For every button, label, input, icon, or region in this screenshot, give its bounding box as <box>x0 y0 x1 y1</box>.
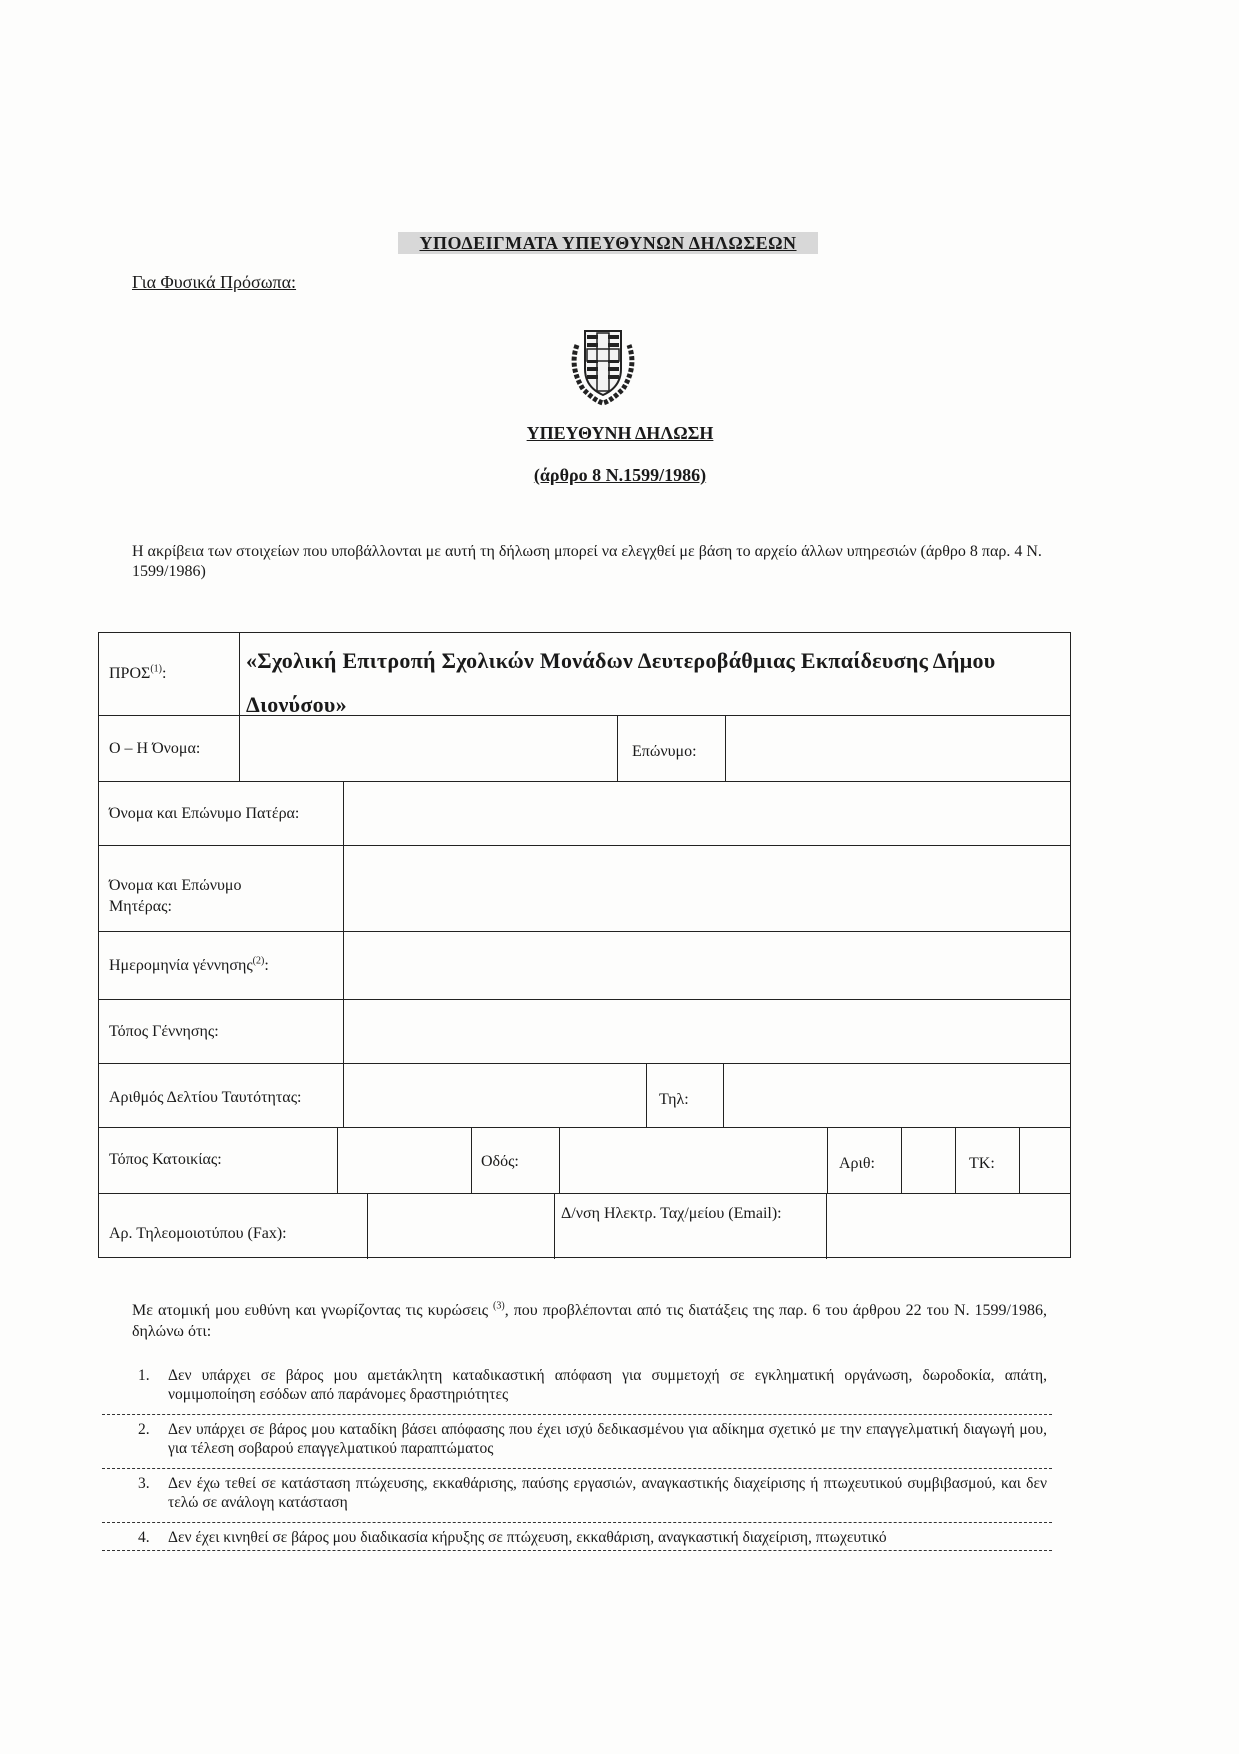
number-field[interactable] <box>905 1131 951 1189</box>
fax-field[interactable] <box>371 1197 550 1255</box>
page-heading: ΥΠΟΔΕΙΓΜΑΤΑ ΥΠΕΥΘΥΝΩΝ ΔΗΛΩΣΕΩΝ <box>398 232 818 254</box>
mother-name-field[interactable] <box>347 849 1067 927</box>
birthdate-field[interactable] <box>347 935 1067 995</box>
item-number: 4. <box>138 1529 150 1546</box>
to-label: ΠΡΟΣ$^{(1)}$: <box>109 663 167 682</box>
item-text: Δεν υπάρχει σε βάρος μου αμετάκλητη καταδικαστική απόφαση για συμμετοχή σε εγκληματική οργάνωση, δωροδοκία, απάτη, νομιμοποίηση εσόδων από παράνομες δραστηριότητες <box>168 1367 1047 1403</box>
row-divider <box>99 1127 1070 1128</box>
declaration-item <box>132 1474 1047 1512</box>
number-label: Αριθ: <box>839 1155 875 1172</box>
mother-name-label: Όνομα και Επώνυμο Μητέρας: <box>109 877 242 915</box>
accuracy-note: Η ακρίβεια των στοιχείων που υποβάλλονται με αυτή τη δήλωση μπορεί να ελεγχθεί με βάση το αρχείο άλλων υπηρεσιών (άρθρο 8 παρ. 4 Ν. 1599/1986) <box>132 543 1042 580</box>
birthdate-label: Ημερομηνία γέννησης$^{(2)}$: <box>109 955 269 974</box>
row-divider <box>99 999 1070 1000</box>
col-divider <box>646 1063 647 1127</box>
residence-label: Τόπος Κατοικίας: <box>109 1151 222 1168</box>
email-label: Δ/νση Ηλεκτρ. Ταχ/μείου (Email): <box>561 1205 782 1222</box>
recipient-name: «Σχολική Επιτροπή Σχολικών Μονάδων Δευτεροβάθμιας Εκπαίδευσης Δήμου Διονύσου» <box>246 648 996 717</box>
coat-of-arms-emblem <box>563 317 643 407</box>
dashed-separator <box>102 1468 1052 1469</box>
col-divider <box>1019 1127 1020 1193</box>
first-name-label: Ο – Η Όνομα: <box>109 740 201 757</box>
col-divider <box>239 715 240 781</box>
col-divider <box>827 1127 828 1193</box>
item-number: 2. <box>138 1421 150 1438</box>
id-number-label: Αριθμός Δελτίου Ταυτότητας: <box>109 1089 302 1106</box>
email-field[interactable] <box>830 1197 1068 1255</box>
item-text: Δεν έχει κινηθεί σε βάρος μου διαδικασία κήρυξης σε πτώχευση, εκκαθάριση, αναγκαστική διαχείριση, πτωχευτικό <box>168 1529 887 1546</box>
street-label: Οδός: <box>481 1153 519 1170</box>
fax-label: Αρ. Τηλεομοιοτύπου (Fax): <box>109 1225 287 1242</box>
declaration-subtitle: (άρθρο 8 Ν.1599/1986) <box>533 465 707 485</box>
section-label: Για Φυσικά Πρόσωπα: <box>132 272 297 292</box>
col-divider <box>471 1127 472 1193</box>
col-divider <box>901 1127 902 1193</box>
father-name-field[interactable] <box>347 785 1067 841</box>
surname-label: Επώνυμο: <box>632 743 697 760</box>
phone-field[interactable] <box>727 1067 1067 1123</box>
col-divider <box>723 1063 724 1127</box>
col-divider <box>337 1127 338 1193</box>
row-divider <box>99 931 1070 932</box>
surname-field[interactable] <box>729 719 1067 777</box>
col-divider <box>554 1193 555 1259</box>
row-divider <box>99 845 1070 846</box>
id-number-field[interactable] <box>347 1067 642 1123</box>
declaration-item <box>132 1528 1047 1547</box>
item-text: Δεν υπάρχει σε βάρος μου καταδίκη βάσει απόφασης που έχει ισχύ δεδικασμένου για αδίκημα σχετικό με την επαγγελματική διαγωγή μου, για τέλεση σοβαρού επαγγελματικού παραπτώματος <box>168 1421 1047 1457</box>
first-name-field[interactable] <box>243 719 613 777</box>
dashed-separator <box>102 1550 1052 1551</box>
phone-label: Τηλ: <box>659 1091 689 1108</box>
col-divider <box>343 781 344 1127</box>
birthplace-field[interactable] <box>347 1003 1067 1059</box>
row-divider <box>99 781 1070 782</box>
item-number: 1. <box>138 1367 150 1384</box>
row-divider <box>99 1193 1070 1194</box>
declaration-title: ΥΠΕΥΘΥΝΗ ΔΗΛΩΣΗ <box>526 423 714 443</box>
dashed-separator <box>102 1522 1052 1523</box>
declaration-intro: Με ατομική μου ευθύνη και γνωρίζοντας τις κυρώσεις $^{(3)}$, που προβλέπονται από τις διατάξεις της παρ. 6 του άρθρου 22 του Ν. 1599/1986, δηλώνω ότι: <box>132 1300 1047 1340</box>
dashed-separator <box>102 1414 1052 1415</box>
col-divider <box>239 633 240 715</box>
residence-field[interactable] <box>341 1131 467 1189</box>
col-divider <box>826 1193 827 1259</box>
father-name-label: Όνομα και Επώνυμο Πατέρα: <box>109 805 300 822</box>
birthplace-label: Τόπος Γέννησης: <box>109 1023 219 1040</box>
declaration-form <box>98 632 1071 1258</box>
postcode-field[interactable] <box>1023 1131 1067 1189</box>
declaration-item <box>132 1420 1047 1458</box>
postcode-label: ΤΚ: <box>969 1155 995 1172</box>
col-divider <box>559 1127 560 1193</box>
row-divider <box>99 1063 1070 1064</box>
item-text: Δεν έχω τεθεί σε κατάσταση πτώχευσης, εκκαθάρισης, παύσης εργασιών, αναγκαστικής διαχείρισης ή πτωχευτικού συμβιβασμού, και δεν τελώ σε ανάλογη κατάσταση <box>168 1475 1047 1511</box>
col-divider <box>367 1193 368 1259</box>
street-field[interactable] <box>563 1131 823 1189</box>
declaration-item <box>132 1366 1047 1404</box>
col-divider <box>955 1127 956 1193</box>
item-number: 3. <box>138 1475 150 1492</box>
